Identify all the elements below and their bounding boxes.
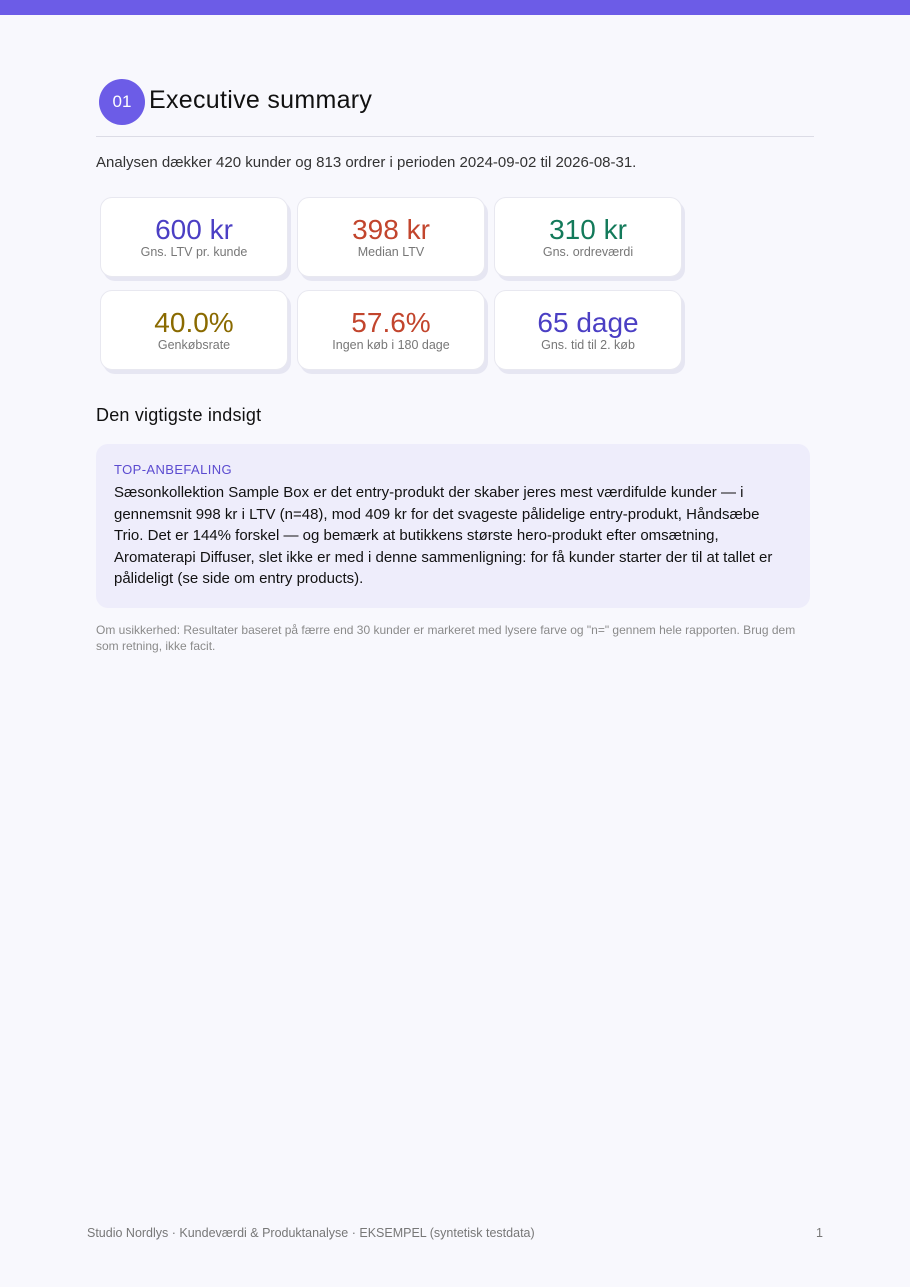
kpi-card-no-purchase-180: [297, 290, 485, 370]
insight-heading: Den vigtigste indsigt: [96, 405, 262, 425]
uncertainty-note: Om usikkerhed: Resultater baseret på færre end 30 kunder er markeret med lysere farve og "n=" gennem hele rapporten. Brug dem som retning, ikke facit.: [96, 623, 796, 653]
kpi-value: 40.0%: [154, 307, 234, 338]
kpi-card-repurchase-rate: [100, 290, 288, 370]
kpi-label: Ingen køb i 180 dage: [332, 338, 450, 352]
kpi-value: 600 kr: [155, 214, 233, 245]
page-number: 1: [816, 1226, 823, 1240]
kpi-value: 57.6%: [351, 307, 431, 338]
kpi-value: 65 dage: [537, 307, 639, 338]
kpi-value: 398 kr: [352, 214, 430, 245]
kpi-label: Gns. LTV pr. kunde: [140, 245, 248, 259]
section-header: [96, 78, 814, 137]
kpi-value: 310 kr: [549, 214, 627, 245]
section-title: Executive summary: [149, 86, 373, 114]
top-accent-bar: [0, 0, 910, 15]
insight-box: [96, 444, 810, 608]
kpi-card-median-ltv: [297, 197, 485, 277]
insight-text: Sæsonkollektion Sample Box er det entry-produkt der skaber jeres mest værdifulde kunder — i gennemsnit 998 kr i LTV (n=48), mod 409 kr for det svageste pålidelige entry-produkt, Håndsæbe Trio. Det er 144% forskel — og bemærk at butikkens største hero-produkt efter omsætning, Aromaterapi Diffuser, slet ikke er med i denne sammenligning: for få kunder starter der til at tallet er pålideligt (se side om entry products).: [114, 484, 773, 587]
kpi-card-avg-order-value: [494, 197, 682, 277]
kpi-card-avg-ltv: [100, 197, 288, 277]
kpi-label: Genkøbsrate: [157, 338, 231, 352]
insight-tag: TOP-ANBEFALING: [114, 462, 233, 477]
kpi-label: Gns. ordreværdi: [542, 245, 634, 259]
kpi-label: Median LTV: [357, 245, 425, 259]
intro-text: Analysen dækker 420 kunder og 813 ordrer i perioden 2024-09-02 til 2026-08-31.: [96, 154, 637, 171]
footer-text: Studio Nordlys · Kundeværdi & Produktanalyse · EKSEMPEL (syntetisk testdata): [87, 1226, 535, 1240]
kpi-card-time-to-second-purchase: [494, 290, 682, 370]
section-number-badge: 01: [99, 79, 145, 125]
kpi-label: Gns. tid til 2. køb: [541, 338, 635, 352]
